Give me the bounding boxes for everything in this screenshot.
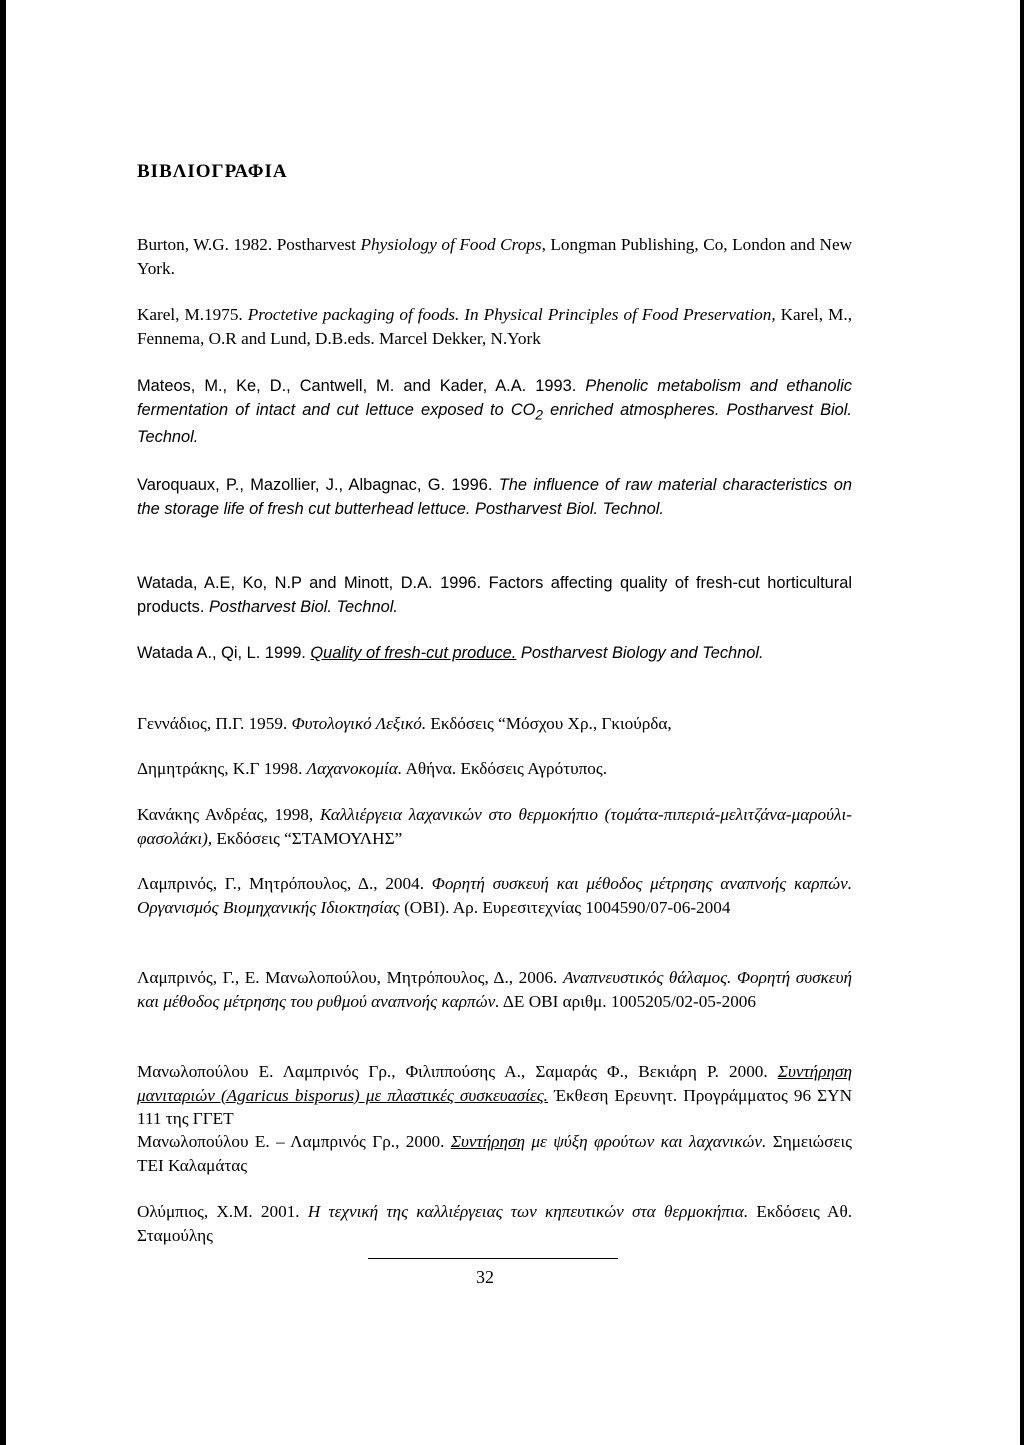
reference-segment: Quality of fresh-cut produce. bbox=[310, 644, 517, 662]
reference-segment: Φορητή συσκευή και μέθοδος μέτρησης αναπνοής καρπών. Οργανισμός Βιομηχανικής Ιδιοκτησίας bbox=[137, 874, 852, 917]
reference-13 bbox=[137, 1130, 852, 1177]
reference-segment: Varoquaux, P., Mazollier, J., Albagnac, G. 1996. bbox=[137, 476, 499, 494]
reference-1 bbox=[137, 233, 852, 280]
reference-segment: Εκδόσεις “ΣΤΑΜΟΥΛΗΣ” bbox=[212, 828, 403, 848]
reference-segment: Καλλιέργεια λαχανικών στο θερμοκήπιο (τομάτα-πιπεριά-μελιτζάνα-μαρούλι-φασολάκι), bbox=[137, 805, 852, 848]
reference-9 bbox=[137, 803, 852, 850]
reference-segment: Συντήρηση bbox=[450, 1132, 526, 1151]
reference-segment: Burton, W.G. 1982. Postharvest bbox=[137, 235, 361, 254]
reference-text bbox=[137, 572, 852, 619]
reference-segment: Φυτολογικό Λεξικό. bbox=[291, 714, 427, 733]
reference-text bbox=[137, 757, 852, 781]
footer-rule bbox=[368, 1258, 618, 1259]
reference-segment: Αναπνευστικός θάλαμος. Φορητή συσκευή και μέθοδος μέτρησης του ρυθμού αναπνοής καρπών. bbox=[137, 968, 852, 1011]
reference-segment: Watada, A.E, Ko, N.P and Minott, D.A. 1996. Factors affecting quality of fresh-cut horticultural products. bbox=[137, 574, 852, 616]
reference-3 bbox=[137, 375, 852, 450]
reference-text bbox=[137, 872, 852, 919]
reference-10 bbox=[137, 872, 852, 919]
reference-segment: Έκθεση Ερευνητ. Προγράμματος 96 ΣΥΝ 111 της ΓΓΕΤ bbox=[137, 1085, 852, 1128]
reference-segment: Postharvest Biol. Technol. bbox=[208, 597, 398, 616]
reference-segment: (ΟΒΙ). Αρ. Ευρεσιτεχνίας 1004590/07-06-2004 bbox=[399, 897, 731, 917]
reference-segment: enriched atmospheres. Postharvest Biol. Technol. bbox=[137, 400, 852, 447]
reference-segment: Λαμπρινός, Γ., Ε. Μανωλοπούλου, Μητρόπουλος, Δ., 2006. bbox=[137, 968, 563, 987]
reference-segment: Λαμπρινός, Γ., Μητρόπουλος, Δ., 2004. bbox=[137, 874, 432, 893]
reference-11 bbox=[137, 966, 852, 1013]
reference-7 bbox=[137, 712, 852, 736]
reference-text bbox=[137, 712, 852, 736]
reference-5 bbox=[137, 572, 852, 619]
reference-12 bbox=[137, 1060, 852, 1131]
reference-segment: Karel, M.1975. bbox=[137, 305, 248, 324]
reference-segment: Μανωλοπούλου Ε. – Λαμπρινός Γρ., 2000. bbox=[137, 1132, 451, 1151]
reference-text bbox=[137, 642, 852, 666]
reference-segment: Proctetive packaging of foods. In Physical Principles of Food Preservation, bbox=[247, 305, 776, 324]
reference-segment: Λαχανοκομία. bbox=[306, 759, 403, 778]
reference-segment: , Longman Publishing, Co, London and New York. bbox=[137, 235, 852, 278]
reference-text bbox=[137, 233, 852, 280]
reference-4 bbox=[137, 474, 852, 521]
reference-text bbox=[137, 1060, 852, 1131]
reference-segment: Σημειώσεις ΤΕΙ Καλαμάτας bbox=[137, 1132, 852, 1175]
bibliography-heading: ΒΙΒΛΙΟΓΡΑΦΙΑ bbox=[137, 161, 288, 182]
reference-segment: Karel, M., Fennema, O.R and Lund, D.B.eds. Marcel Dekker, N.York bbox=[137, 305, 852, 348]
scan-edge-left bbox=[0, 0, 6, 1445]
reference-segment: Phenolic metabolism and ethanolic fermentation of intact and cut lettuce exposed to CO bbox=[137, 377, 853, 419]
reference-text bbox=[137, 1200, 852, 1247]
reference-segment: Αθήνα. Εκδόσεις Αγρότυπος. bbox=[402, 759, 607, 778]
reference-text bbox=[137, 474, 852, 521]
reference-text bbox=[137, 803, 852, 850]
reference-segment: Κανάκης Ανδρέας, 1998, bbox=[137, 805, 320, 824]
reference-segment: Μανωλοπούλου Ε. Λαμπρινός Γρ., Φιλιππούσης Α., Σαμαράς Φ., Βεκιάρη Ρ. 2000. bbox=[137, 1062, 778, 1081]
reference-segment: ΔΕ ΟΒΙ αριθμ. 1005205/02-05-2006 bbox=[499, 991, 756, 1011]
reference-text bbox=[137, 1130, 852, 1177]
reference-segment: 2 bbox=[535, 406, 544, 422]
reference-segment: The influence of raw material characteristics on the storage life of fresh cut butterhead lettuce. Postharvest Biol. Technol. bbox=[137, 476, 852, 518]
reference-text bbox=[137, 303, 852, 350]
page-number: 32 bbox=[476, 1267, 494, 1287]
reference-segment: Η τεχνική της καλλιέργειας των κηπευτικών στα θερμοκήπια. bbox=[307, 1202, 749, 1221]
reference-segment: Ολύμπιος, Χ.Μ. 2001. bbox=[137, 1202, 308, 1221]
reference-14 bbox=[137, 1200, 852, 1247]
reference-segment: Εκδόσεις “Μόσχου Χρ., Γκιούρδα, bbox=[426, 714, 672, 733]
reference-6 bbox=[137, 642, 852, 666]
reference-segment: Physiology of Food Crops bbox=[360, 235, 542, 254]
reference-segment: Postharvest Biology and Technol. bbox=[516, 644, 764, 662]
reference-2 bbox=[137, 303, 852, 350]
reference-segment: Watada A., Qi, L. 1999. bbox=[137, 644, 311, 662]
scan-edge-right bbox=[1020, 0, 1024, 1445]
reference-segment: Συντήρηση μανιταριών (Agaricus bisporus) με πλαστικές συσκευασίες. bbox=[137, 1062, 852, 1105]
reference-text bbox=[137, 966, 852, 1013]
reference-segment: Δημητράκης, Κ.Γ 1998. bbox=[137, 759, 307, 778]
reference-segment: Εκδόσεις Αθ. Σταμούλης bbox=[137, 1202, 852, 1245]
reference-segment: Mateos, M., Ke, D., Cantwell, M. and Kader, A.A. 1993. bbox=[137, 377, 586, 395]
reference-segment: με ψύξη φρούτων και λαχανικών. bbox=[525, 1132, 767, 1151]
reference-8 bbox=[137, 757, 852, 781]
reference-text bbox=[137, 375, 852, 450]
reference-segment: Γεννάδιος, Π.Γ. 1959. bbox=[137, 714, 292, 733]
